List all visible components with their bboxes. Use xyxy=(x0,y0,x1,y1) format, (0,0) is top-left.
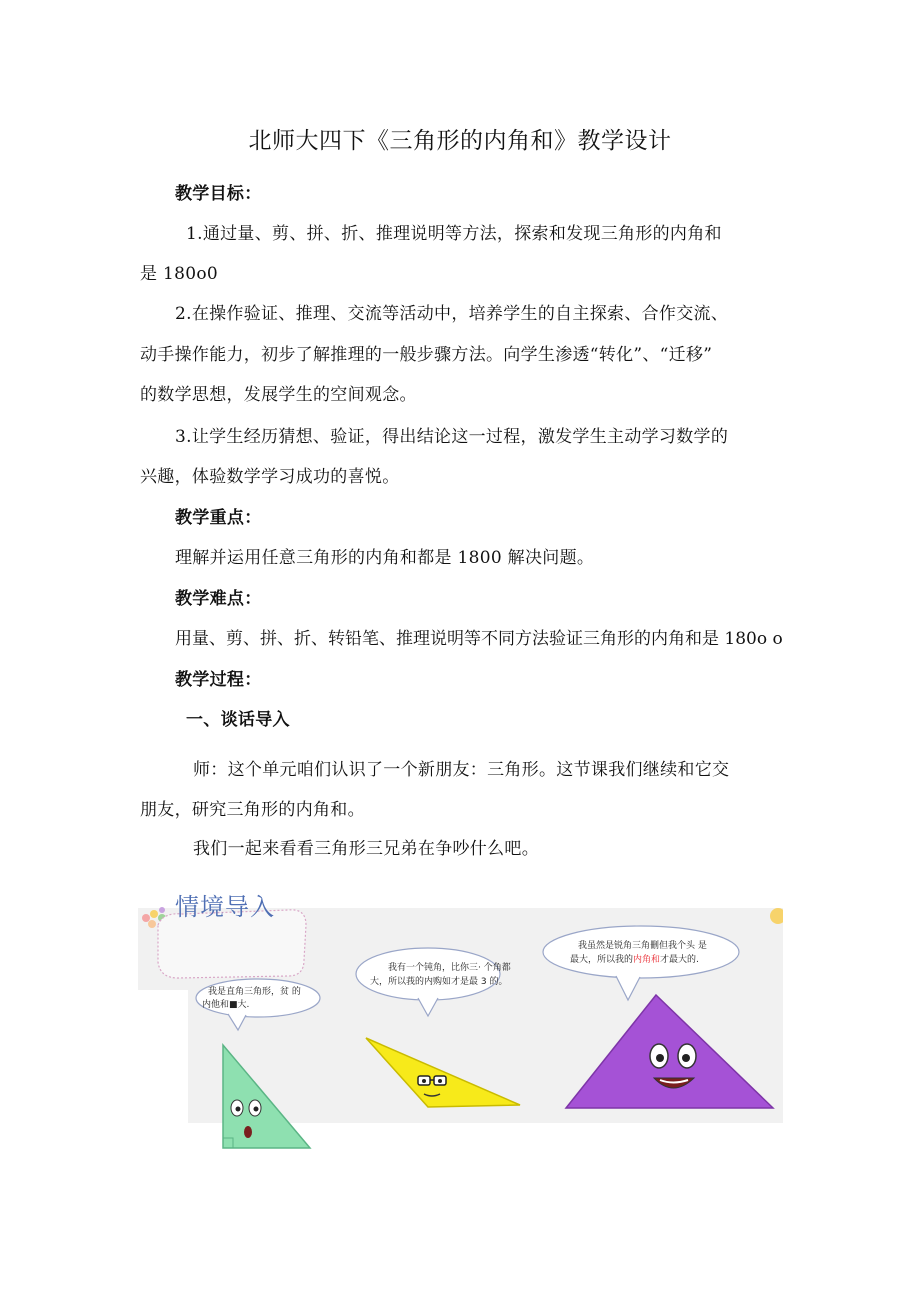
section-1-heading: 一、谈话导入 xyxy=(186,710,290,730)
key-points-text: 理解并运用任意三角形的内角和都是 1800 解决问题。 xyxy=(175,548,595,568)
document-title: 北师大四下《三角形的内角和》教学设计 xyxy=(248,128,672,154)
bubble-right-text-1: 我是直角三角形，贫 的 xyxy=(208,987,301,997)
bubble-right-text-2: 内他和■大. xyxy=(202,1000,250,1010)
illustration-title: 情境导入 xyxy=(175,893,275,921)
bubble-acute-text-2: 最大，所以我的内角和才最大的. xyxy=(570,955,699,965)
goal-2-line-1: 2.在操作验证、推理、交流等活动中，培养学生的自主探索、合作交流、 xyxy=(175,304,729,324)
goal-1-line-1: 1.通过量、剪、拼、折、推理说明等方法，探索和发现三角形的内角和 xyxy=(186,224,722,244)
goal-3-line-1: 3.让学生经历猜想、验证，得出结论这一过程，激发学生主动学习数学的 xyxy=(175,427,729,447)
goal-2-line-2: 动手操作能力，初步了解推理的一般步骤方法。向学生渗透“转化”、“迁移” xyxy=(140,345,713,365)
goal-2-line-3: 的数学思想，发展学生的空间观念。 xyxy=(140,385,417,405)
goal-1-line-2: 是 180o0 xyxy=(140,264,219,284)
difficulty-heading: 教学难点： xyxy=(175,589,262,609)
paragraph-1-line-1: 师：这个单元咱们认识了一个新朋友：三角形。这节课我们继续和它交 xyxy=(193,760,730,780)
bubble-acute-text-1: 我虽然是锐角三角刪但我个头 是 xyxy=(578,941,707,951)
bubble-obtuse-text-1: 我有一个钝角，比你三· 个角都 xyxy=(388,963,511,973)
key-points-heading: 教学重点： xyxy=(175,508,262,528)
goals-heading: 教学目标： xyxy=(175,184,262,204)
difficulty-text: 用量、剪、拼、折、转铅笔、推理说明等不同方法验证三角形的内角和是 180o o xyxy=(175,629,783,649)
bubble-obtuse-text-2: 大，所以莪的内购如才是最 3 的。 xyxy=(370,977,508,987)
paragraph-1-line-2: 朋友，研究三角形的内角和。 xyxy=(140,800,365,820)
process-heading: 教学过程： xyxy=(175,670,262,690)
goal-3-line-2: 兴趣，体验数学学习成功的喜悦。 xyxy=(140,467,400,487)
paragraph-2: 我们一起来看看三角形三兄弟在争吵什么吧。 xyxy=(193,839,539,859)
